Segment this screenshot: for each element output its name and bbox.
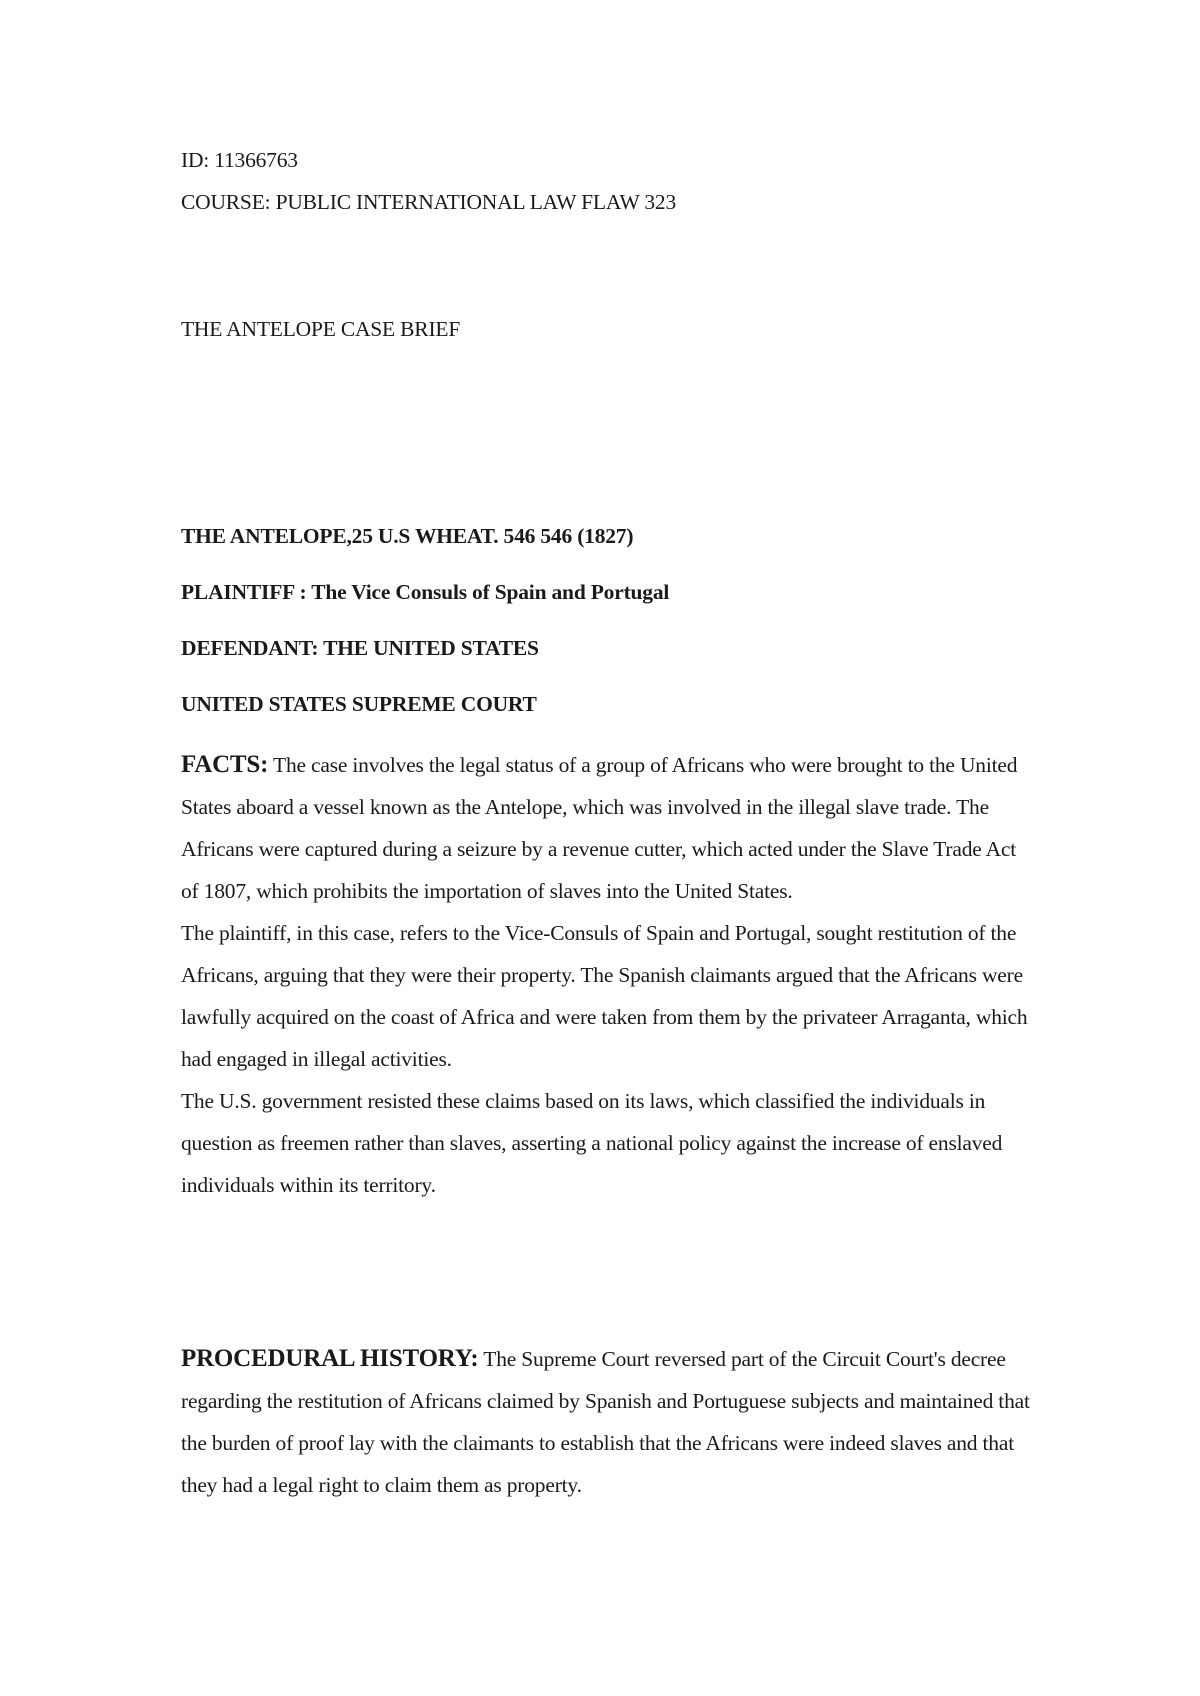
facts-paragraph-2: The plaintiff, in this case, refers to the Vice-Consuls of Spain and Portugal, sought restitution of the Africans, arguing that they were their property. The Spanish claimants argued that the Africans were lawfully acquired on the coast of Africa and were taken from them by the privateer Arraganta, which had engaged in illegal activities.	[181, 921, 1028, 1071]
course-line: COURSE: PUBLIC INTERNATIONAL LAW FLAW 323	[181, 190, 676, 214]
facts-text-1: The case involves the legal status of a group of Africans who were brought to the United States aboard a vessel known as the Antelope, which was involved in the illegal slave trade. The Africans were captured during a seizure by a revenue cutter, which acted under the Slave Trade Act of 1807, which prohibits the importation of slaves into the United States.	[181, 753, 1018, 903]
plaintiff-line: PLAINTIFF : The Vice Consuls of Spain and Portugal	[181, 580, 670, 604]
facts-paragraph-3: The U.S. government resisted these claims based on its laws, which classified the individuals in question as freemen rather than slaves, asserting a national policy against the increase of enslaved individuals within its territory.	[181, 1089, 1003, 1197]
facts-heading: FACTS:	[181, 751, 269, 778]
facts-section	[181, 744, 1031, 1206]
facts-paragraph-1	[181, 744, 1031, 912]
case-citation: THE ANTELOPE,25 U.S WHEAT. 546 546 (1827)	[181, 524, 634, 548]
court-line: UNITED STATES SUPREME COURT	[181, 692, 537, 716]
defendant-line: DEFENDANT: THE UNITED STATES	[181, 636, 539, 660]
procedural-history-text: The Supreme Court reversed part of the Circuit Court's decree regarding the restitution of Africans claimed by Spanish and Portuguese subjects and maintained that the burden of proof lay with the claimants to establish that the Africans were indeed slaves and that they had a legal right to claim them as property.	[181, 1347, 1030, 1497]
document-title: THE ANTELOPE CASE BRIEF	[181, 317, 461, 341]
procedural-history-paragraph	[181, 1338, 1031, 1506]
procedural-history-heading: PROCEDURAL HISTORY:	[181, 1345, 479, 1372]
procedural-history-section	[181, 1338, 1031, 1506]
student-id-line: ID: 11366763	[181, 148, 298, 172]
